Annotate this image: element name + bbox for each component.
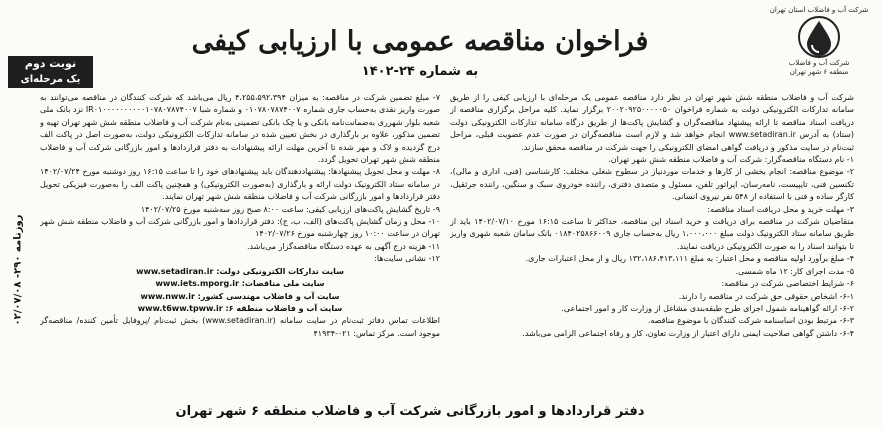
item-1: ۱- نام دستگاه مناقصه‌گزار: شرکت آب و فاضلاب منطقه شش شهر تهران.	[608, 155, 854, 165]
item-3-body: متقاضیان شرکت در مناقصه برای دریافت و خرید اسناد این مناقصه، حداکثر تا ساعت ۱۶:۱۵ مورخ ۱۴۰۲/۰۷/۱۰ باید از طریق سامانه ستاد الکترونیک دولت مبلغ ۱،۰۰۰،۰۰۰ ریال به‌حساب جاری ۰۱۸۴۰۲۵۸۶۶۰۰۹ بانک سامان شعبه شهری واریز تا بتوانند اسناد را به صورت الکترونیکی دریافت نمایند.	[450, 217, 855, 251]
round-line1: نوبت دوم	[24, 57, 77, 70]
item-5: ۵- مدت اجرای کار: ۱۲ ماه شمسی.	[735, 266, 854, 276]
item-8: ۸- مهلت و محل تحویل پیشنهادها: پیشنهاددهندگان باید پیشنهادهای خود را تا ساعت ۱۶:۱۵ روز دوشنبه مورخ ۱۴۰۲/۰۷/۲۴ در سامانه ستاد الکترونیک دولت ارائه و بارگذاری (به‌صورت الکترونیکی) و همچنین پاکت الف را به‌صورت فیزیکی تحویل دفتر قراردادها و امور بازرگانی شرکت آب و فاضلاب منطقه شش شهر تهران نمایند.	[40, 167, 440, 202]
item-6-1: ۶-۱- اشخاص حقوقی حق شرکت در مناقصه را دارند.	[678, 291, 854, 301]
site-t6ww: سایت آب و فاضلاب منطقه ۶: www.t6ww.tpww.ir	[137, 303, 343, 313]
item-6-3: ۶-۳- مرتبط بودن اساسنامه شرکت کنندگان با موضوع مناقصه.	[647, 316, 854, 326]
right-column	[450, 92, 860, 402]
left-column	[40, 92, 440, 402]
site-iets: سایت ملی مناقصات: www.iets.mporg.ir	[155, 279, 325, 289]
item-10: ۱۰- محل و زمان گشایش پاکت‌های (الف، ب، ج): دفتر قراردادها و امور بازرگانی شرکت آب و فاضلاب منطقه شش شهر تهران در ساعت ۱۰:۰۰ روز چهارشنبه مورخ ۱۴۰۲/۰۷/۲۶	[40, 217, 440, 239]
item-6-2: ۶-۲- ارائه گواهینامه شمول اجرای طرح طبقه‌بندی مشاغل از وزارت کار و امور اجتماعی.	[561, 303, 854, 313]
item-6-4: ۶-۴- داشتن گواهی صلاحیت ایمنی دارای اعتبار از وزارت تعاون، کار و رفاه اجتماعی الزامی می‌باشد.	[522, 328, 854, 338]
item-2: ۲- موضوع مناقصه: انجام بخشی از کارها و خدمات موردنیاز در سطوح شغلی مختلف: کارشناسی (فنی، اداری و مالی)، تکنسین فنی، تایپیست، نامه‌رسان، اپراتور تلفن، مسئول و متصدی دفتری، راننده خودروی سبک و سنگین، راننده جرثقیل، کارگر ساده و فنی با استفاده از ۵۴۸ نفر نیروی انسانی.	[450, 167, 854, 202]
water-drop-icon	[787, 15, 851, 59]
logo-caption-bottom1: شرکت آب و فاضلاب	[788, 59, 850, 67]
item-7: ۷- مبلغ تضمین شرکت در مناقصه: به میزان ۴،۲۵۵،۵۹۲،۳۹۴ ریال می‌باشد که شرکت کنندگان در مناقصه می‌توانند به صورت واریز نقدی به‌حساب جاری شماره ۰۱۰۷۸۰۷۸۷۴۰۰۷ و شماره شبا IR۰۱۰۰۰۰۰۰۰۰۰۰۱۰۷۸۰۷۸۷۴۰۰۷ نزد بانک ملی شعبه بلوار شهرری به‌ضمانت‌نامه بانکی و یا چک بانکی تضمینی به‌نام شرکت آب و فاضلاب منطقه شش شهر تهران تهیه و تضمین مذکور، علاوه بر بارگذاری در بخش تعیین شده در سامانه تدارکات الکترونیکی دولت، به‌صورت اصل در پاکت الف درج گردیده و لاک و مهر شده تا آخرین مهلت ارائه پیشنهادات به دفتر قراردادها و امور بازرگانی شرکت آب و فاضلاب منطقه شش شهر تهران تحویل گردد.	[40, 93, 440, 165]
item-6-heading: ۶- شرایط اختصاصی شرکت در مناقصه:	[721, 279, 854, 289]
ad-title: فراخوان مناقصه عمومی با ارزیابی کیفی	[191, 26, 649, 57]
item-11: ۱۱- هزینه درج آگهی به عهده دستگاه مناقصه‌گزار می‌باشد.	[246, 241, 440, 251]
ad-number: به شماره ۲۴-۱۴۰۲	[361, 64, 479, 79]
item-3-heading: ۳- مهلت خرید و محل دریافت اسناد مناقصه:	[707, 204, 854, 214]
logo-caption-top: شرکت آب و فاضلاب استان تهران	[769, 6, 869, 14]
item-9: ۹- تاریخ گشایش پاکت‌های ارزیابی کیفی: ساعت ۸:۰۰ صبح روز سه‌شنبه مورخ ۱۴۰۲/۰۷/۲۵	[140, 204, 440, 214]
ad-header	[0, 0, 882, 92]
contact-info: اطلاعات تماس دفاتر ثبت‌نام در سایت سامانه (www.setadiran.ir) بخش ثبت‌نام /پروفایل تأمین کننده/ مناقصه‌گر موجود است. مرکز تماس: ۰۲۱-۴۱۹۳۴	[40, 316, 440, 338]
item-4: ۴- مبلغ برآورد اولیه مناقصه و محل اعتبار: به مبلغ ۱۳۲،۱۸۶،۴۱۳،۱۱۱ ریال و از محل اعتبارات جاری.	[525, 254, 854, 264]
site-setad: سایت تدارکات الکترونیکی دولت: www.setadiran.ir	[136, 266, 344, 276]
logo-caption-bottom2: منطقه ۶ شهر تهران	[789, 68, 849, 76]
intro-paragraph: شرکت آب و فاضلاب منطقه شش شهر تهران در نظر دارد مناقصه عمومی یک مرحله‌ای با ارزیابی کیفی را از طریق سامانه تدارکات الکترونیکی دولت به شماره فراخوان ۲۰۰۲۰۹۲۵۰۰۰۰۰۵۰ برگزار نماید. کلیه مراحل برگزاری مناقصه از دریافت اسناد مناقصه تا ارائه پیشنهاد مناقصه‌گران و گشایش پاکت‌ها از طریق درگاه سامانه تدارکات الکترونیکی دولت (ستاد) به آدرس www.setadiran.ir انجام خواهد شد و لازم است مناقصه‌گران در صورت عدم عضویت قبلی، مراحل ثبت‌نام در سایت مذکور و دریافت گواهی امضای الکترونیکی را جهت شرکت در مناقصه محقق سازند.	[450, 93, 855, 152]
round-line2: یک مرحله‌ای	[20, 74, 81, 85]
ad-footer: دفتر قراردادها و امور بازرگانی شرکت آب و فاضلاب منطقه ۶ شهر تهران	[175, 404, 645, 419]
item-12-heading: ۱۲- نشانی سایت‌ها:	[374, 254, 440, 264]
newspaper-date: روزنامه ۲۹۰- ۰۲/۰۷/۰۸	[12, 214, 24, 326]
ad-body	[0, 92, 860, 402]
site-nww: سایت آب و فاضلاب مهندسی کشور: www.nww.ir	[140, 291, 340, 301]
company-logo	[764, 6, 874, 86]
round-badge	[8, 56, 93, 88]
newspaper-date-strip	[6, 120, 30, 420]
